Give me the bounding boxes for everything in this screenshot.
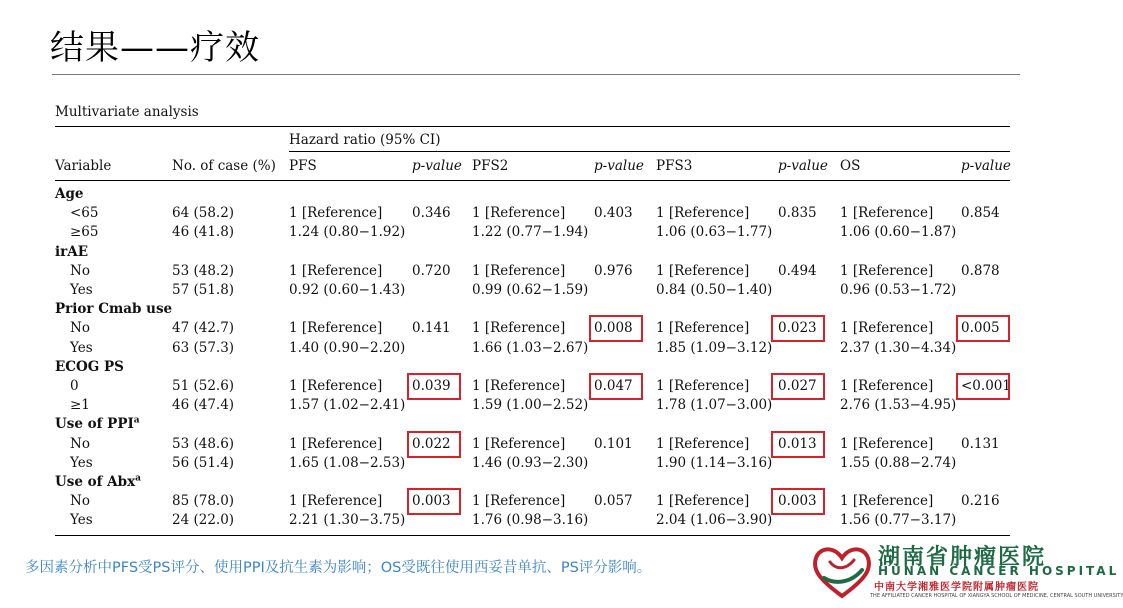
column-header: PFS [289,158,317,174]
hazard-ratio-cell: 2.76 (1.53−4.95) [840,397,957,414]
hazard-ratio-cell: 1.90 (1.14−3.16) [656,454,773,471]
row-label: No [70,262,90,279]
hazard-ratio-cell: 1 [Reference] [840,493,934,510]
hazard-ratio-cell: 1 [Reference] [656,205,750,222]
hazard-ratio-cell: 2.04 (1.06−3.90) [656,512,773,529]
column-header: OS [840,158,861,174]
hazard-ratio-cell: 1 [Reference] [289,262,383,279]
group-label: Use of Abx$^a$ [55,473,141,490]
row-label: <65 [70,205,99,222]
group-label: ECOG PS [55,358,124,375]
case-count-cell: 57 (51.8) [172,282,235,298]
hazard-ratio-cell: 0.96 (0.53−1.72) [840,282,957,298]
logo-subtitle-cn: 中南大学湘雅医学院附属肿瘤医院 [874,582,1039,593]
hazard-ratio-cell: 1 [Reference] [656,378,750,394]
case-count-cell: 47 (42.7) [172,320,235,337]
hazard-ratio-cell: 1.46 (0.93−2.30) [472,454,589,471]
hazard-ratio-cell: 1.66 (1.03−2.67) [472,339,589,356]
hazard-ratio-cell: 1.59 (1.00−2.52) [472,397,589,414]
hazard-ratio-cell: 1 [Reference] [289,320,383,337]
significance-highlight-box [956,373,1010,400]
p-value-cell: 0.005 [961,320,1000,337]
table-bottom-rule [55,535,1010,536]
significance-highlight-box [956,315,1010,342]
hazard-ratio-cell: 1 [Reference] [289,378,383,394]
slide-title: 结果——疗效 [50,28,260,68]
hazard-ratio-cell: 1 [Reference] [472,493,566,510]
p-value-cell: <0.001 [961,378,1011,394]
hazard-ratio-cell: 2.37 (1.30−4.34) [840,339,957,356]
case-count-cell: 64 (58.2) [172,205,235,222]
significance-highlight-box [589,373,643,400]
row-label: ≥1 [70,397,90,414]
title-divider [52,74,1020,75]
p-value-cell: 0.403 [594,205,633,222]
column-header: p-value [412,158,462,174]
p-value-cell: 0.131 [961,435,1000,452]
column-header: p-value [594,158,644,174]
hazard-ratio-cell: 1.22 (0.77−1.94) [472,224,589,241]
column-header: p-value [961,158,1011,174]
row-label: No [70,493,90,510]
footnote-marker: a [135,473,141,484]
summary-text: 多因素分析中PFS受PS评分、使用PPI及抗生素为影响；OS受既往使用西妥昔单抗、PS评分影响。 [25,560,652,576]
significance-highlight-box [407,373,461,400]
hazard-ratio-cell: 1 [Reference] [840,262,934,279]
column-header: PFS3 [656,158,693,174]
hazard-ratio-header: Hazard ratio (95% CI) [289,132,441,148]
hazard-ratio-cell: 1 [Reference] [472,205,566,222]
hazard-ratio-cell: 1.65 (1.08−2.53) [289,454,406,471]
row-label: Yes [70,339,93,356]
p-value-cell: 0.023 [778,320,817,337]
group-label: Prior Cmab use [55,301,173,318]
hazard-ratio-cell: 1.06 (0.60−1.87) [840,224,957,241]
p-value-cell: 0.494 [778,262,817,279]
significance-highlight-box [407,431,461,458]
column-header: PFS2 [472,158,509,174]
hazard-ratio-cell: 1 [Reference] [472,262,566,279]
p-value-cell: 0.101 [594,435,633,452]
hazard-ratio-cell: 1 [Reference] [840,378,934,394]
p-value-cell: 0.835 [778,205,817,222]
p-value-cell: 0.039 [412,378,451,394]
hazard-ratio-cell: 1.85 (1.09−3.12) [656,339,773,356]
hazard-ratio-cell: 0.92 (0.60−1.43) [289,282,406,298]
row-label: ≥65 [70,224,99,241]
p-value-cell: 0.027 [778,378,817,394]
hazard-ratio-cell: 0.84 (0.50−1.40) [656,282,773,298]
hazard-ratio-cell: 1 [Reference] [656,320,750,337]
row-label: 0 [70,378,79,394]
hazard-ratio-cell: 1 [Reference] [472,435,566,452]
row-label: Yes [70,512,93,529]
logo-name-en: HUNAN CANCER HOSPITAL [878,564,1120,578]
p-value-cell: 0.022 [412,435,451,452]
case-count-cell: 51 (52.6) [172,378,235,394]
table-top-rule [55,126,1010,127]
significance-highlight-box [407,488,461,515]
p-value-cell: 0.008 [594,320,633,337]
case-count-cell: 46 (41.8) [172,224,235,241]
case-count-cell: 53 (48.6) [172,435,235,452]
table-caption: Multivariate analysis [55,104,199,120]
case-count-cell: 53 (48.2) [172,262,235,279]
p-value-cell: 0.976 [594,262,633,279]
hazard-ratio-cell: 1 [Reference] [656,493,750,510]
p-value-cell: 0.047 [594,378,633,394]
p-value-cell: 0.057 [594,493,633,510]
hazard-ratio-cell: 1.24 (0.80−1.92) [289,224,406,241]
hazard-ratio-cell: 1.40 (0.90−2.20) [289,339,406,356]
case-count-cell: 63 (57.3) [172,339,235,356]
hazard-ratio-cell: 1 [Reference] [656,435,750,452]
hazard-ratio-cell: 1.55 (0.88−2.74) [840,454,957,471]
hazard-ratio-rule [289,151,1010,152]
significance-highlight-box [771,431,825,458]
group-label: Age [55,186,84,202]
column-header: No. of case (%) [172,158,276,174]
group-label: irAE [55,243,89,260]
hazard-ratio-cell: 1 [Reference] [840,435,934,452]
footnote-marker: a [133,415,140,426]
hospital-logo [808,538,1123,606]
p-value-cell: 0.013 [778,435,817,452]
hazard-ratio-cell: 1.57 (1.02−2.41) [289,397,406,414]
significance-highlight-box [771,373,825,400]
hazard-ratio-cell: 1.06 (0.63−1.77) [656,224,773,241]
significance-highlight-box [771,315,825,342]
hazard-ratio-cell: 1 [Reference] [289,205,383,222]
p-value-cell: 0.346 [412,205,451,222]
hazard-ratio-cell: 0.99 (0.62−1.59) [472,282,589,298]
p-value-cell: 0.878 [961,262,1000,279]
hazard-ratio-cell: 1 [Reference] [840,320,934,337]
column-header: Variable [55,158,112,174]
hazard-ratio-cell: 1.56 (0.77−3.17) [840,512,957,529]
significance-highlight-box [589,315,643,342]
header-bottom-rule [55,180,1010,181]
p-value-cell: 0.216 [961,493,1000,510]
row-label: No [70,435,90,452]
column-header: p-value [778,158,828,174]
p-value-cell: 0.854 [961,205,1000,222]
hazard-ratio-cell: 1.76 (0.98−3.16) [472,512,589,529]
p-value-cell: 0.720 [412,262,451,279]
p-value-cell: 0.003 [412,493,451,510]
case-count-cell: 46 (47.4) [172,397,235,414]
row-label: Yes [70,454,93,471]
case-count-cell: 56 (51.4) [172,454,235,471]
hazard-ratio-cell: 1 [Reference] [289,493,383,510]
case-count-cell: 24 (22.0) [172,512,235,529]
p-value-cell: 0.003 [778,493,817,510]
logo-fineprint: THE AFFILIATED CANCER HOSPITAL OF XIANGYA SCHOOL OF MEDICINE, CENTRAL SOUTH UNIVERSITY [870,593,1123,599]
hazard-ratio-cell: 1 [Reference] [472,320,566,337]
p-value-cell: 0.141 [412,320,451,337]
hazard-ratio-cell: 1 [Reference] [472,378,566,394]
logo-name-cn: 湖南省肿瘤医院 [878,545,1047,570]
heart-logo-icon [810,540,874,602]
hazard-ratio-cell: 1.78 (1.07−3.00) [656,397,773,414]
row-label: Yes [70,282,93,298]
hazard-ratio-cell: 1 [Reference] [656,262,750,279]
hazard-ratio-cell: 2.21 (1.30−3.75) [289,512,406,529]
significance-highlight-box [771,488,825,515]
case-count-cell: 85 (78.0) [172,493,235,510]
hazard-ratio-cell: 1 [Reference] [840,205,934,222]
hazard-ratio-cell: 1 [Reference] [289,435,383,452]
row-label: No [70,320,90,337]
group-label: Use of PPI$^a$ [55,415,140,433]
